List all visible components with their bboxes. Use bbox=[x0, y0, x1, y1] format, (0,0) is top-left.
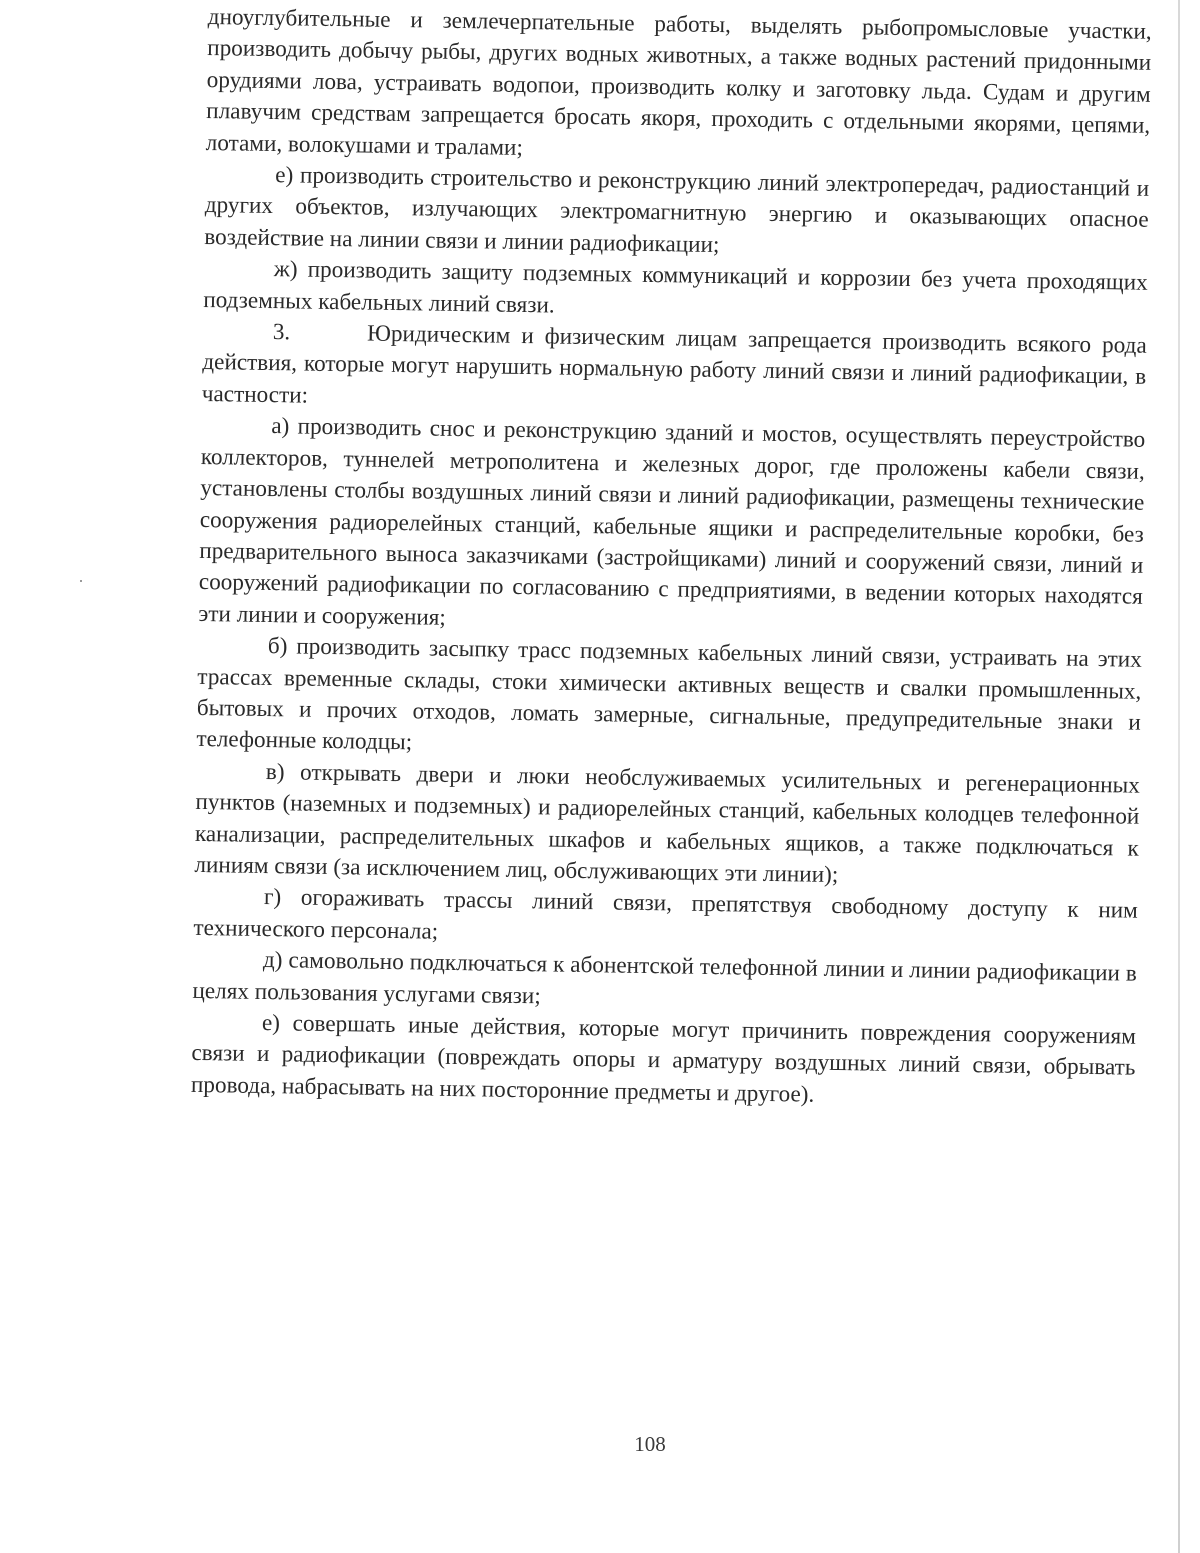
body-text bbox=[191, 2, 1152, 1116]
paragraph-section-3: 3. Юридическим и физическим лицам запрещается производить всякого рода действия, которые могут нарушить нормальную работу линий связи и линий радиофикации, в частности: bbox=[201, 319, 1153, 409]
paragraph-item-e: е) производить строительство и реконструкцию линий электропередач, радиостанций и других объектов, излучающих электромагнитную энергию и оказывающих опасное воздействие на линии связи и линии радиофикации; bbox=[204, 162, 1150, 258]
paragraph-item-b: б) производить засыпку трасс подземных кабельных линий связи, устраивать на этих трассах временные склады, стоки химически активных веществ и свалки промышленных, бытовых и прочих отходов, ломать замерные, сигнальные, предупредительные знаки и телефонные колодцы; bbox=[196, 633, 1142, 756]
paragraph-item-e2: е) совершать иные действия, которые могут причинить повреждения сооружениям связи и радиофикации (повреждать опоры и арматуру воздушных линий связи, обрывать провода, набрасывать на них посторонние предметы и другое). bbox=[190, 1009, 1137, 1108]
paragraph-continuation: дноуглубительные и землечерпательные работы, выделять рыбопромысловые участки, производить добычу рыбы, других водных животных, а также водных растений придонными орудиями лова, устраивать водопои, производить колку и заготовку льда. Судам и другим плавучим средствам запрещается бросать якоря, проходить с отдельными якорями, цепями, лотами, волокушами и тралами; bbox=[205, 3, 1152, 161]
paragraph-item-d: д) самовольно подключаться к абонентской телефонной линии и линии радиофикации в целях пользования услугами связи; bbox=[192, 947, 1138, 1009]
scan-edge bbox=[1178, 0, 1180, 1553]
paragraph-item-g: г) огораживать трассы линий связи, препятствуя свободному доступу к ним технического персонала; bbox=[193, 884, 1139, 945]
paragraph-item-zh: ж) производить защиту подземных коммуникаций и коррозии без учета проходящих подземных кабельных линий связи. bbox=[203, 256, 1148, 319]
page-number: 108 bbox=[634, 1432, 666, 1456]
paragraph-item-v: в) открывать двери и люки необслуживаемых усилительных и регенерационных пунктов (наземных и подземных) и радиорелейных станций, кабельных колодцев телефонной канализации, распределительных шкафов и кабельных ящиков, а также подключаться к линиям связи (за исключением лиц, обслуживающих эти линии); bbox=[194, 758, 1141, 888]
scan-speck bbox=[80, 580, 82, 582]
paragraph-item-a: а) производить снос и реконструкцию зданий и мостов, осуществлять переустройство коллекторов, туннелей метрополитена и железных дорог, где проложены кабели связи, установлены столбы воздушных линий связи и линий радиофикации, размещены технические сооружения радиорелейных станций, кабельные ящики и распределительные коробки, без предварительного выноса заказчиками (застройщиками) линий и сооружений связи, линий и сооружений радиофикации по согласованию с предприятиями, в ведении которых находятся эти линии и сооружения; bbox=[198, 413, 1146, 631]
